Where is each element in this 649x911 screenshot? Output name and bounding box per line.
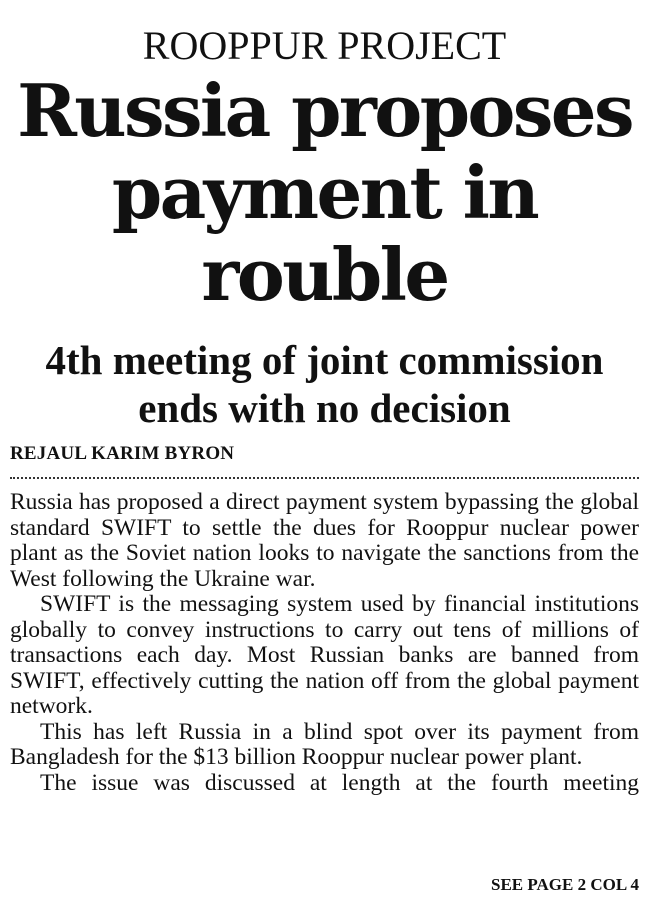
- body-paragraph: The issue was discussed at length at the fourth meeting: [40, 769, 639, 796]
- subheadline-line: 4th meeting of joint commission: [45, 337, 604, 383]
- body-paragraph: This has left Russia in a blind spot over its payment from Bangladesh for the $13 billion Rooppur nuclear power plant.: [10, 718, 639, 770]
- headline-line: rouble: [201, 232, 448, 317]
- kicker: ROOPPUR PROJECT: [142, 23, 507, 68]
- body-paragraph: Russia has proposed a direct payment system bypassing the global standard SWIFT to settle the dues for Rooppur nuclear power plant as the Soviet nation looks to navigate the sanctions from the West following the Ukraine war.: [10, 489, 639, 592]
- dotted-divider: [10, 477, 639, 479]
- headline: [0, 70, 649, 316]
- headline-line: payment in: [111, 150, 538, 235]
- byline: REJAUL KARIM BYRON: [10, 443, 235, 464]
- subheadline: [0, 336, 649, 432]
- continuation-reference: SEE PAGE 2 COL 4: [491, 875, 639, 894]
- body-paragraph: SWIFT is the messaging system used by financial institutions globally to convey instructions to carry out tens of millions of transactions each day. Most Russian banks are banned from SWIFT, effectively cutting the nation off from the global payment network.: [10, 591, 639, 719]
- headline-line: Russia proposes: [17, 68, 632, 153]
- subheadline-line: ends with no decision: [138, 385, 511, 431]
- article-body: [10, 490, 639, 796]
